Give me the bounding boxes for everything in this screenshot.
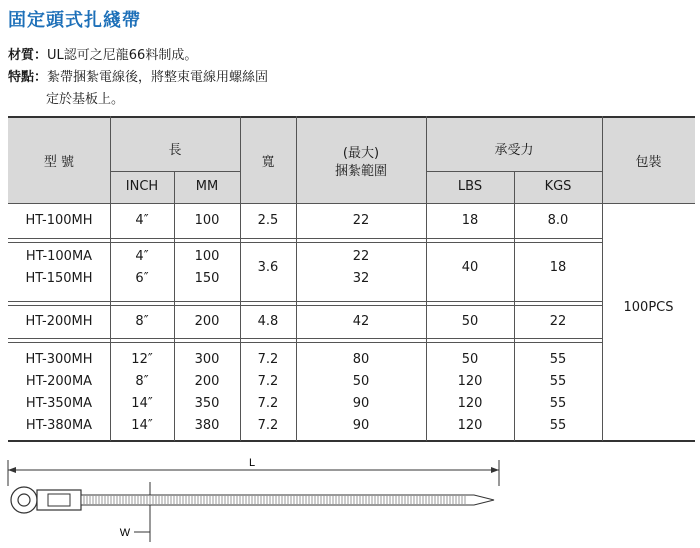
length-label: L bbox=[248, 457, 256, 469]
material-label: 材質： bbox=[8, 48, 48, 63]
table-cell-bundle: 50 bbox=[352, 374, 370, 389]
table-cell-bundle: 80 bbox=[352, 352, 370, 367]
table-cell-lbs: 120 bbox=[457, 396, 483, 411]
table-cell-lbs: 40 bbox=[461, 260, 479, 275]
table-cell-kgs: 8.0 bbox=[547, 213, 569, 228]
col-border bbox=[602, 116, 603, 441]
header-mm: MM bbox=[195, 179, 219, 194]
table-cell-model: HT-100MH bbox=[25, 213, 93, 228]
table-cell-width: 4.8 bbox=[257, 314, 279, 329]
table-cell-width: 7.2 bbox=[257, 396, 279, 411]
table-cell-inch: 8″ bbox=[135, 314, 149, 329]
arrow-left-icon bbox=[8, 467, 16, 473]
table-cell-width: 7.2 bbox=[257, 418, 279, 433]
header-width: 寬 bbox=[261, 155, 275, 170]
mount-hole-inner bbox=[18, 494, 30, 506]
header-length: 長 bbox=[168, 143, 182, 158]
table-cell-kgs: 55 bbox=[549, 396, 567, 411]
table-cell-inch: 6″ bbox=[135, 271, 149, 286]
features-line bbox=[8, 66, 268, 85]
table-cell-kgs: 18 bbox=[549, 260, 567, 275]
row-border bbox=[8, 338, 602, 339]
table-cell-model: HT-300MH bbox=[25, 352, 93, 367]
arrow-right-icon bbox=[491, 467, 499, 473]
table-cell-mm: 100 bbox=[194, 213, 220, 228]
table-cell-mm: 200 bbox=[194, 374, 220, 389]
mount-hole-outer bbox=[11, 487, 37, 513]
table-cell-bundle: 90 bbox=[352, 396, 370, 411]
table-cell-mm: 380 bbox=[194, 418, 220, 433]
table-cell-lbs: 18 bbox=[461, 213, 479, 228]
material-value: UL認可之尼龍66料制成。 bbox=[47, 48, 198, 63]
table-cell-model: HT-200MH bbox=[25, 314, 93, 329]
table-cell-inch: 4″ bbox=[135, 213, 149, 228]
table-cell-lbs: 120 bbox=[457, 418, 483, 433]
col-border bbox=[110, 116, 111, 441]
table-cell-inch: 14″ bbox=[131, 396, 153, 411]
table-cell-mm: 200 bbox=[194, 314, 220, 329]
table-cell-width: 3.6 bbox=[257, 260, 279, 275]
tie-head bbox=[37, 490, 81, 510]
table-cell-kgs: 55 bbox=[549, 418, 567, 433]
length-sub-border bbox=[110, 171, 240, 172]
features-line-2: 定於基板上。 bbox=[46, 92, 125, 107]
table-cell-kgs: 55 bbox=[549, 352, 567, 367]
table-cell-bundle: 22 bbox=[352, 249, 370, 264]
table-cell-model: HT-380MA bbox=[25, 418, 93, 433]
table-cell-width: 7.2 bbox=[257, 352, 279, 367]
width-label: W bbox=[119, 527, 131, 539]
header-kgs: KGS bbox=[544, 179, 572, 194]
header-package: 包裝 bbox=[635, 155, 662, 170]
table-cell-width: 7.2 bbox=[257, 374, 279, 389]
table-cell-inch: 12″ bbox=[131, 352, 153, 367]
spec-table bbox=[8, 116, 695, 442]
table-cell-mm: 100 bbox=[194, 249, 220, 264]
header-lbs: LBS bbox=[457, 179, 483, 194]
table-cell-model: HT-350MA bbox=[25, 396, 93, 411]
row-border bbox=[8, 342, 602, 343]
table-cell-inch: 4″ bbox=[135, 249, 149, 264]
table-cell-kgs: 55 bbox=[549, 374, 567, 389]
table-cell-lbs: 50 bbox=[461, 352, 479, 367]
header-tensile: 承受力 bbox=[494, 143, 534, 158]
row-border bbox=[8, 238, 602, 239]
table-cell-model: HT-200MA bbox=[25, 374, 93, 389]
header-model: 型 號 bbox=[43, 155, 75, 170]
header-inch: INCH bbox=[125, 179, 159, 194]
table-cell-mm: 350 bbox=[194, 396, 220, 411]
table-cell-inch: 8″ bbox=[135, 374, 149, 389]
col-border bbox=[296, 116, 297, 441]
table-cell-bundle: 22 bbox=[352, 213, 370, 228]
row-border bbox=[8, 305, 602, 306]
cable-tie-diagram bbox=[4, 452, 504, 546]
table-top-border bbox=[8, 116, 695, 118]
header-bundle-1: (最大) bbox=[342, 146, 380, 161]
col-border bbox=[426, 116, 427, 441]
page-title: 固定頭式扎綫帶 bbox=[8, 10, 141, 31]
table-cell-model: HT-150MH bbox=[25, 271, 93, 286]
col-border bbox=[240, 116, 241, 441]
table-cell-lbs: 50 bbox=[461, 314, 479, 329]
table-cell-mm: 150 bbox=[194, 271, 220, 286]
table-cell-package: 100PCS bbox=[623, 300, 674, 315]
header-bundle-2: 捆紮範圍 bbox=[334, 164, 387, 179]
features-value-1: 紮帶捆紮電線後，將整束電線用螺絲固 bbox=[47, 70, 269, 85]
table-cell-bundle: 42 bbox=[352, 314, 370, 329]
table-bottom-border bbox=[8, 440, 695, 442]
table-cell-lbs: 120 bbox=[457, 374, 483, 389]
table-cell-kgs: 22 bbox=[549, 314, 567, 329]
table-cell-width: 2.5 bbox=[257, 213, 279, 228]
row-border bbox=[8, 301, 602, 302]
row-border bbox=[8, 242, 602, 243]
table-cell-mm: 300 bbox=[194, 352, 220, 367]
table-cell-model: HT-100MA bbox=[25, 249, 93, 264]
table-cell-inch: 14″ bbox=[131, 418, 153, 433]
header-bottom-border bbox=[8, 203, 695, 204]
table-cell-bundle: 90 bbox=[352, 418, 370, 433]
table-cell-bundle: 32 bbox=[352, 271, 370, 286]
material-line bbox=[8, 44, 197, 63]
features-label: 特點： bbox=[8, 70, 48, 85]
